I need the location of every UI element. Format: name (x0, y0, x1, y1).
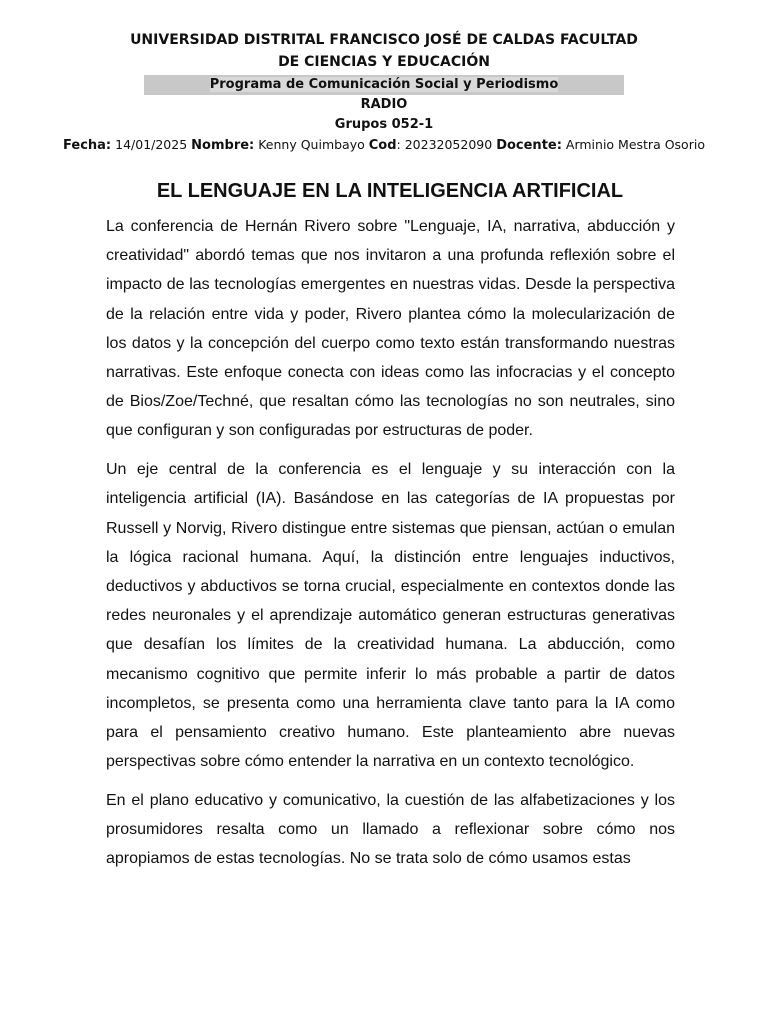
group-code: Grupos 052-1 (334, 117, 434, 132)
university-heading: UNIVERSIDAD DISTRITAL FRANCISCO JOSÉ DE CALDAS FACULTAD DE CIENCIAS Y EDUCACIÓN (130, 32, 638, 70)
program-banner (144, 75, 624, 95)
body-paragraph: En el plano educativo y comunicativo, la cuestión de las alfabetizaciones y los prosumidores resalta como un llamado a reflexionar sobre cómo nos apropiamos de estas tecnologías. No se trata solo de cómo usamos estas (106, 791, 675, 868)
name-label: Nombre: (191, 138, 255, 153)
document-header (0, 29, 768, 156)
teacher-label: Docente: (496, 138, 562, 153)
program-name: Programa de Comunicación Social y Periodismo (209, 77, 559, 92)
teacher-value: Arminio Mestra Osorio (565, 137, 705, 152)
date-label: Fecha: (63, 138, 112, 153)
date-value: 14/01/2025 (115, 137, 188, 152)
body-paragraph: La conferencia de Hernán Rivero sobre "Lenguaje, IA, narrativa, abducción y creatividad" abordó temas que nos invitaron a una profunda reflexión sobre el impacto de las tecnologías emergentes en nuestras vidas. Desde la perspectiva de la relación entre vida y poder, Rivero plantea cómo la molecularización de los datos y la concepción del cuerpo como texto están transformando nuestras narrativas. Este enfoque conecta con ideas como las infocracias y el concepto de Bios/Zoe/Techné, que resaltan cómo las tecnologías no son neutrales, sino que configuran y son configuradas por estructuras de poder. (106, 218, 675, 440)
code-label: Cod (368, 138, 397, 153)
name-value: Kenny Quimbayo (258, 137, 365, 152)
student-meta-line (0, 135, 768, 156)
body-paragraph: Un eje central de la conferencia es el lenguaje y su interacción con la inteligencia artificial (IA). Basándose en las categorías de IA propuestas por Russell y Norvig, Rivero distingue entre sistemas que piensan, actúan o emulan la lógica racional humana. Aquí, la distinción entre lenguajes inductivos, deductivos y abductivos se torna crucial, especialmente en contextos donde las redes neuronales y el aprendizaje automático generan estructuras generativas que desafían los límites de la creatividad humana. La abducción, como mecanismo cognitivo que permite inferir lo más probable a partir de datos incompletos, se presenta como una herramienta clave tanto para la IA como para el pensamiento creativo humano. Este planteamiento abre nuevas perspectivas sobre cómo entender la narrativa en un contexto tecnológico. (106, 461, 675, 771)
document-title: EL LENGUAJE EN LA INTELIGENCIA ARTIFICIAL (156, 180, 624, 202)
course-name: RADIO (360, 97, 408, 112)
code-value: : 20232052090 (396, 137, 493, 152)
document-body (106, 212, 675, 883)
